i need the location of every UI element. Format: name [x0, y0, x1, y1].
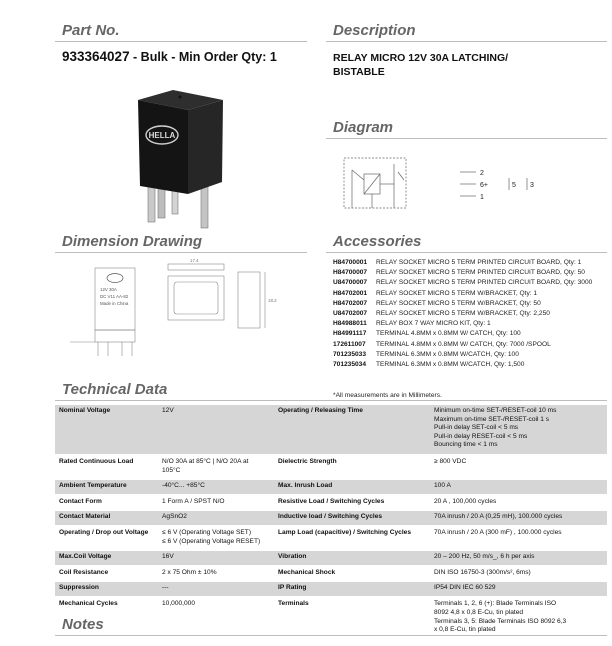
- spec-label: Nominal Voltage: [55, 405, 158, 455]
- accessory-description: TERMINAL 6.3MM x 0.8MM W/CATCH, Qty: 100: [376, 350, 519, 358]
- spec-value-line: 2 x 75 Ohm ± 10%: [162, 568, 217, 576]
- spec-value-line: ≤ 6 V (Operating Voltage RESET): [162, 537, 261, 545]
- dimension-top-value: 17.4: [190, 258, 199, 263]
- spec-value: [430, 405, 607, 455]
- list-item: [333, 350, 608, 360]
- spec-value-line: 10,000,000: [162, 600, 196, 608]
- accessory-description: RELAY SOCKET MICRO 5 TERM PRINTED CIRCUIT BOARD, Qty: 3000: [376, 279, 593, 287]
- spec-value-line: 100 A: [434, 482, 451, 490]
- list-item: [333, 258, 608, 268]
- list-item: [333, 340, 608, 350]
- spec-value-line: 20 – 200 Hz, 50 m/s_, 6 h per axis: [434, 553, 535, 561]
- spec-label: Suppression: [55, 581, 158, 597]
- table-row: [55, 510, 607, 526]
- accessory-number: H84988011: [333, 320, 367, 328]
- accessory-description: TERMINAL 4.8MM x 0.8MM W/ CATCH, Qty: 7000 /SPOOL: [376, 340, 551, 348]
- accessory-description: RELAY SOCKET MICRO 5 TERM PRINTED CIRCUIT BOARD, Qty: 1: [376, 259, 582, 266]
- accessories-heading: Accessories: [333, 233, 422, 250]
- blade-terminal-1: [148, 184, 155, 222]
- coil-diagonal: [364, 174, 380, 194]
- spec-label: Terminals: [274, 597, 430, 638]
- spec-value-line: Minimum on-time SET-/RESET-coil 10 ms: [434, 407, 557, 414]
- accessory-number: U84702007: [333, 310, 368, 318]
- spec-value-line: Terminals 1, 2, 6 (+): Blade Terminals ISO: [434, 600, 557, 608]
- dimension-label-3: Made in China: [100, 301, 129, 306]
- spec-value-line: 105°C: [162, 466, 181, 474]
- spec-label: IP Rating: [274, 581, 430, 597]
- spec-value: [430, 581, 607, 597]
- accessory-description: RELAY SOCKET MICRO 5 TERM W/BRACKET, Qty: 50: [376, 299, 541, 307]
- spec-value: [430, 479, 607, 495]
- top-view-strip: [168, 264, 224, 270]
- pin-3-label: 3: [530, 182, 534, 189]
- spec-label: Max.Coil Voltage: [55, 550, 158, 566]
- accessory-number: U84700007: [333, 279, 368, 287]
- accessory-number: H84702001: [333, 289, 368, 297]
- technical-data-rule: [55, 400, 607, 401]
- spec-value-line: Terminals 3, 5: Blade Terminals ISO 8092 6,3: [434, 617, 567, 625]
- notes-heading: Notes: [62, 616, 104, 633]
- list-item: [333, 278, 608, 288]
- notes-rule: [55, 635, 607, 636]
- part-number-line: [62, 49, 277, 64]
- relay-side-face: [188, 100, 223, 194]
- dimension-heading: Dimension Drawing: [62, 233, 203, 250]
- pin-6-label: 6+: [480, 182, 488, 189]
- spec-value: [430, 526, 607, 550]
- spec-value-line: 20 A , 100,000 cycles: [434, 497, 497, 505]
- spec-label: Coil Resistance: [55, 566, 158, 582]
- pin-layout: [460, 172, 527, 196]
- accessory-number: H84700007: [333, 269, 368, 277]
- spec-value-line: 70A inrush / 20 A (300 mF) , 100.000 cycles: [434, 528, 562, 536]
- diagram-rule: [326, 138, 607, 139]
- accessory-description: TERMINAL 4.8MM x 0.8MM W/ CATCH, Qty: 100: [376, 330, 521, 338]
- accessory-number: H84991117: [333, 330, 367, 338]
- list-item: [333, 299, 608, 309]
- spec-value-line: DIN ISO 16750-3 (300m/s², 6ms): [434, 568, 531, 576]
- dimension-drawing: [60, 258, 300, 362]
- spec-value: [158, 597, 274, 638]
- spec-value: [158, 405, 274, 455]
- dimension-label-1: 12V 30A: [100, 287, 117, 292]
- spec-value-line: 1 Form A / SPST N/O: [162, 497, 225, 505]
- dimension-label-2: DC V11 AA-82: [100, 294, 129, 299]
- spec-value: [158, 510, 274, 526]
- list-item: [333, 329, 608, 339]
- accessory-number: 701235034: [333, 361, 367, 369]
- accessory-number: H84700001: [333, 259, 368, 266]
- spec-value-line: 12V: [162, 407, 174, 414]
- list-item: [333, 319, 608, 329]
- accessory-description: RELAY SOCKET MICRO 5 TERM W/BRACKET, Qty: 1: [376, 289, 538, 297]
- relay-top-dot: [179, 96, 182, 99]
- contact-switch: [398, 172, 404, 180]
- spec-value-line: ≤ 6 V (Operating Voltage SET): [162, 528, 252, 536]
- part-no-rule: [55, 41, 307, 42]
- accessory-description: RELAY SOCKET MICRO 5 TERM PRINTED CIRCUIT BOARD, Qty: 50: [376, 269, 585, 277]
- part-no-heading: Part No.: [62, 22, 120, 39]
- technical-data-table: [55, 405, 607, 640]
- accessory-number: 701235033: [333, 350, 367, 358]
- wiring-diagram: [338, 150, 608, 222]
- measurement-note: *All measurements are in Millimeters.: [333, 392, 442, 399]
- spec-label: Contact Form: [55, 495, 158, 511]
- relay-front-face: [138, 100, 188, 194]
- table-row: [55, 526, 607, 550]
- spec-value-line: IP54 DIN IEC 60 529: [434, 584, 496, 592]
- spec-value: [158, 455, 274, 479]
- accessories-rule: [326, 252, 607, 253]
- table-row: [55, 455, 607, 479]
- spec-value: [430, 455, 607, 479]
- spec-value: [430, 510, 607, 526]
- description-line-2: BISTABLE: [333, 66, 385, 78]
- spec-label: Mechanical Shock: [274, 566, 430, 582]
- spec-value: [430, 495, 607, 511]
- spec-value: [158, 550, 274, 566]
- spec-label: Ambient Temperature: [55, 479, 158, 495]
- table-row: [55, 581, 607, 597]
- description-heading: Description: [333, 22, 416, 39]
- spec-value-line: Pull-in delay SET-coil < 5 ms: [434, 424, 519, 432]
- part-number-suffix: - Bulk - Min Order Qty: 1: [129, 50, 277, 64]
- spec-value-line: 8092 4,8 x 0,8 E-Cu, tin plated: [434, 608, 524, 616]
- spec-value: [158, 479, 274, 495]
- spec-value-line: Maximum on-time SET-/RESET-coil 1 s: [434, 415, 550, 423]
- accessory-number: H84702007: [333, 299, 368, 307]
- spec-value-line: ≥ 800 VDC: [434, 458, 467, 465]
- spec-label: Mechanical Cycles: [55, 597, 158, 638]
- spec-label: Operating / Drop out Voltage: [55, 526, 158, 550]
- pin-2-label: 2: [480, 170, 484, 177]
- spec-value: [158, 495, 274, 511]
- dimension-logo: [107, 274, 123, 283]
- description-text: [333, 51, 563, 79]
- front-view-outline: [95, 268, 135, 330]
- description-line-1: RELAY MICRO 12V 30A LATCHING/: [333, 52, 509, 64]
- spec-value: [430, 550, 607, 566]
- spec-value: [158, 581, 274, 597]
- list-item: [333, 360, 608, 370]
- wire-coil-a: [352, 170, 364, 180]
- accessory-description: RELAY SOCKET MICRO 5 TERM W/BRACKET, Qty: 2,250: [376, 310, 550, 318]
- top-view-outline: [168, 276, 224, 320]
- list-item: [333, 289, 608, 299]
- spec-label: Max. Inrush Load: [274, 479, 430, 495]
- table-row: [55, 566, 607, 582]
- spec-value-line: Pull-in delay RESET-coil < 5 ms: [434, 432, 528, 440]
- dimension-side-value: 18.2: [268, 298, 277, 303]
- diagram-heading: Diagram: [333, 119, 394, 136]
- spec-value-line: x 0,8 E-Cu, tin plated: [434, 626, 496, 634]
- schematic: [344, 158, 406, 208]
- spec-value: [158, 566, 274, 582]
- front-view-base: [95, 330, 135, 342]
- pin-1-label: 1: [480, 194, 484, 201]
- table-row: [55, 495, 607, 511]
- technical-data-heading: Technical Data: [62, 381, 168, 398]
- table-row: [55, 405, 607, 455]
- spec-value-line: Bouncing time < 1 ms: [434, 441, 498, 449]
- table-row: [55, 597, 607, 638]
- spec-label: Rated Continuous Load: [55, 455, 158, 479]
- spec-value: [158, 526, 274, 550]
- spec-value: [430, 597, 607, 638]
- table-row: [55, 550, 607, 566]
- spec-label: Operating / Releasing Time: [274, 405, 430, 455]
- pin-5-label: 5: [512, 182, 516, 189]
- dimension-rule: [55, 252, 307, 253]
- spec-value-line: -40°C... +85°C: [162, 482, 205, 490]
- spec-value-line: N/O 30A at 85°C | N/O 20A at: [162, 458, 249, 465]
- hella-logo-text: HELLA: [148, 131, 176, 140]
- spec-value-line: AgSnO2: [162, 513, 187, 521]
- accessory-description: TERMINAL 6.3MM x 0.8MM W/CATCH, Qty: 1,500: [376, 361, 525, 369]
- part-number: 933364027: [62, 49, 130, 64]
- spec-label: Lamp Load (capacitive) / Switching Cycles: [274, 526, 430, 550]
- list-item: [333, 268, 608, 278]
- list-item: [333, 309, 608, 319]
- spec-value-line: 70A inrush / 20 A (0,25 mH), 100.000 cycles: [434, 513, 563, 521]
- spec-value: [430, 566, 607, 582]
- spec-value-line: ---: [162, 584, 169, 592]
- description-rule: [326, 41, 607, 42]
- spec-label: Dielectric Strength: [274, 455, 430, 479]
- blade-terminal-4: [201, 184, 208, 228]
- top-view-inner: [174, 282, 218, 314]
- accessory-number: 172611007: [333, 340, 366, 348]
- spec-label: Inductive load / Switching Cycles: [274, 510, 430, 526]
- side-view-outline: [238, 272, 260, 328]
- schematic-outline: [344, 158, 406, 208]
- spec-value-line: 16V: [162, 553, 174, 561]
- spec-label: Resistive Load / Switching Cycles: [274, 495, 430, 511]
- accessories-list: [333, 258, 608, 370]
- table-row: [55, 479, 607, 495]
- spec-label: Vibration: [274, 550, 430, 566]
- product-image: [118, 82, 238, 232]
- spec-label: Contact Material: [55, 510, 158, 526]
- accessory-description: RELAY BOX 7 WAY MICRO KIT, Qty: 1: [376, 320, 491, 328]
